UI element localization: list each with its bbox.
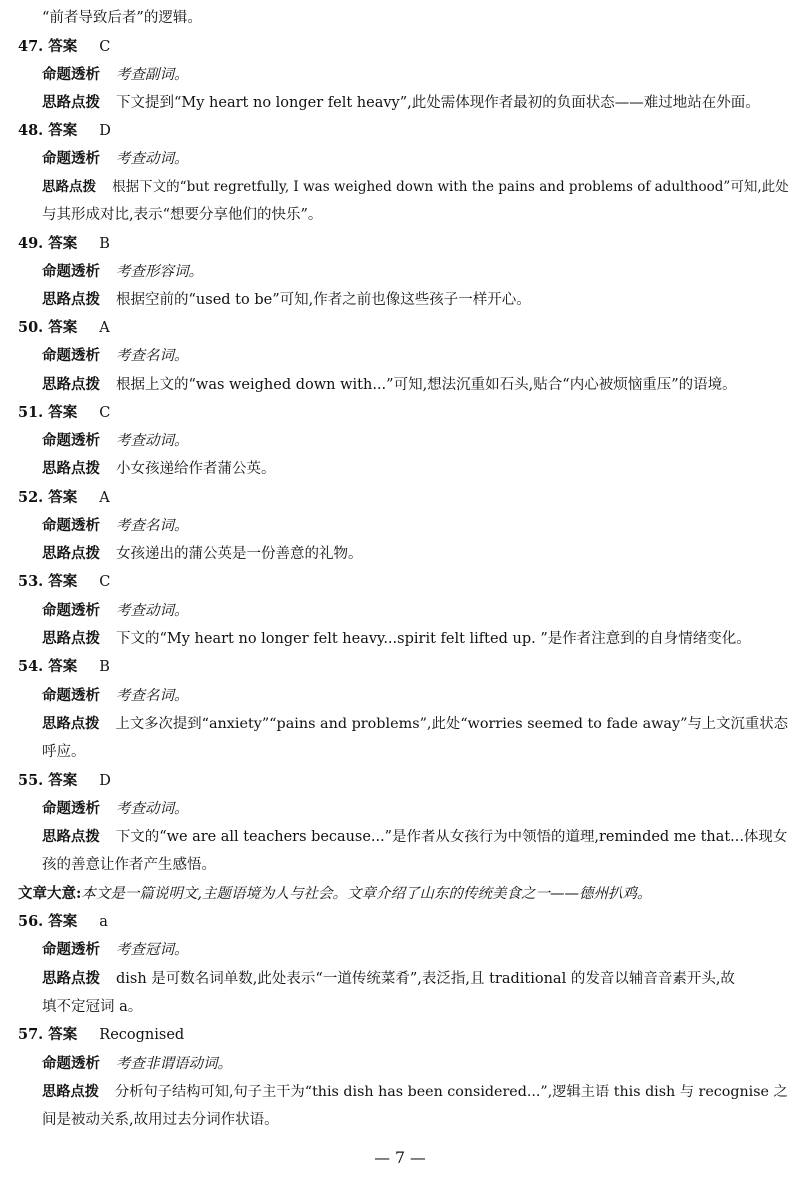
q53-answer xyxy=(18,572,110,592)
q48-hint xyxy=(42,177,789,197)
q53-choice: C xyxy=(99,574,111,590)
q57-hint-cont: 间是被动关系,故用过去分词作状语。 xyxy=(42,1112,279,1128)
q48-hint-cont: 与其形成对比,表示“想要分享他们的快乐”。 xyxy=(42,207,323,223)
q56-hint-label: 思路点拨 xyxy=(42,970,100,987)
q55-number: 55. 答案 xyxy=(18,772,78,789)
q51-hint xyxy=(42,459,276,479)
q56-analysis-text: 考查冠词。 xyxy=(116,942,189,958)
q53-hint-text: 下文的“My heart no longer felt heavy...spirit felt lifted up. ”是作者注意到的自身情绪变化。 xyxy=(116,631,751,647)
q53-analysis-label: 命题透析 xyxy=(42,602,100,619)
summary-text: 本文是一篇说明文,主题语境为人与社会。文章介绍了山东的传统美食之一——德州扒鸡。 xyxy=(81,886,652,902)
q55-hint xyxy=(42,827,787,847)
q49-analysis xyxy=(42,262,203,282)
q57-number: 57. 答案 xyxy=(18,1026,78,1043)
q51-analysis-label: 命题透析 xyxy=(42,432,100,449)
q55-answer xyxy=(18,771,111,791)
q51-number: 51. 答案 xyxy=(18,404,78,421)
q55-analysis xyxy=(42,799,189,819)
q57-analysis-text: 考查非谓语动词。 xyxy=(116,1056,232,1072)
q49-hint-label: 思路点拨 xyxy=(42,291,100,308)
q56-hint xyxy=(42,969,735,989)
q56-answer xyxy=(18,912,108,932)
q57-answer xyxy=(18,1025,184,1045)
q56-choice: a xyxy=(99,914,108,930)
q47-analysis-text: 考查副词。 xyxy=(116,67,189,83)
q50-analysis xyxy=(42,346,189,366)
q54-hint xyxy=(42,714,788,734)
q54-analysis-label: 命题透析 xyxy=(42,687,100,704)
q48-answer xyxy=(18,121,111,141)
q57-analysis xyxy=(42,1054,232,1074)
q53-hint xyxy=(42,629,751,649)
q54-answer xyxy=(18,657,110,677)
q56-number: 56. 答案 xyxy=(18,913,78,930)
q52-hint xyxy=(42,544,363,564)
q50-hint xyxy=(42,375,737,395)
q52-analysis-text: 考查名词。 xyxy=(116,518,189,534)
q55-hint-label: 思路点拨 xyxy=(42,828,100,845)
q48-choice: D xyxy=(99,123,111,139)
intro-line: “前者导致后者”的逻辑。 xyxy=(42,10,202,26)
q50-choice: A xyxy=(99,320,110,336)
q57-hint-label: 思路点拨 xyxy=(42,1084,100,1100)
q53-analysis xyxy=(42,601,189,621)
q56-analysis xyxy=(42,940,189,960)
q48-hint-label: 思路点拨 xyxy=(42,179,97,195)
q48-analysis-text: 考查动词。 xyxy=(116,151,189,167)
q54-analysis-text: 考查名词。 xyxy=(116,688,189,704)
q51-hint-text: 小女孩递给作者蒲公英。 xyxy=(116,461,276,477)
q50-analysis-label: 命题透析 xyxy=(42,347,100,364)
q47-number: 47. 答案 xyxy=(18,38,78,55)
q54-hint-text: 上文多次提到“anxiety”“pains and problems”,此处“worries seemed to fade away”与上文沉重状态 xyxy=(115,716,788,732)
q50-analysis-text: 考查名词。 xyxy=(116,348,189,364)
q50-number: 50. 答案 xyxy=(18,319,78,336)
q50-answer xyxy=(18,318,110,338)
q52-hint-text: 女孩递出的蒲公英是一份善意的礼物。 xyxy=(116,546,363,562)
q51-analysis xyxy=(42,431,189,451)
q52-hint-label: 思路点拨 xyxy=(42,545,100,562)
q47-hint-label: 思路点拨 xyxy=(42,94,100,111)
q47-hint xyxy=(42,93,760,113)
q52-answer xyxy=(18,488,110,508)
q48-analysis xyxy=(42,149,189,169)
q54-analysis xyxy=(42,686,189,706)
q53-number: 53. 答案 xyxy=(18,573,78,590)
q48-number: 48. 答案 xyxy=(18,122,78,139)
q55-hint-cont: 孩的善意让作者产生感悟。 xyxy=(42,857,216,873)
q57-hint-text: 分析句子结构可知,句子主干为“this dish has been considered...”,逻辑主语 this dish 与 recognise 之 xyxy=(115,1084,788,1100)
q55-choice: D xyxy=(99,773,111,789)
q57-choice: Recognised xyxy=(99,1027,185,1043)
q51-answer xyxy=(18,403,110,423)
q57-hint xyxy=(42,1082,788,1102)
q51-choice: C xyxy=(99,405,111,421)
q54-hint-cont: 呼应。 xyxy=(42,744,86,760)
q55-analysis-label: 命题透析 xyxy=(42,800,100,817)
q54-number: 54. 答案 xyxy=(18,658,78,675)
q49-number: 49. 答案 xyxy=(18,235,78,252)
q55-hint-text: 下文的“we are all teachers because...”是作者从女孩行为中领悟的道理,reminded me that...体现女 xyxy=(115,829,788,845)
q50-hint-label: 思路点拨 xyxy=(42,376,100,393)
q52-number: 52. 答案 xyxy=(18,489,78,506)
q52-choice: A xyxy=(99,490,110,506)
q49-hint xyxy=(42,290,531,310)
summary-label: 文章大意: xyxy=(18,885,82,902)
article-summary xyxy=(18,884,651,904)
q54-choice: B xyxy=(99,659,110,675)
q52-analysis-label: 命题透析 xyxy=(42,517,100,534)
q56-analysis-label: 命题透析 xyxy=(42,941,100,958)
q52-analysis xyxy=(42,516,189,536)
q48-analysis-label: 命题透析 xyxy=(42,150,100,167)
q47-analysis-label: 命题透析 xyxy=(42,66,100,83)
q57-analysis-label: 命题透析 xyxy=(42,1055,100,1072)
q51-hint-label: 思路点拨 xyxy=(42,460,100,477)
q48-hint-text: 根据下文的“but regretfully, I was weighed down with the pains and problems of adulthood”可知,此处 xyxy=(112,179,789,195)
q47-analysis xyxy=(42,65,189,85)
q54-hint-label: 思路点拨 xyxy=(42,716,100,732)
q50-hint-text: 根据上文的“was weighed down with...”可知,想法沉重如石头,贴合“内心被烦恼重压”的语境。 xyxy=(116,377,737,393)
q47-choice: C xyxy=(99,39,111,55)
q56-hint-cont: 填不定冠词 a。 xyxy=(42,999,143,1015)
q56-hint-text: dish 是可数名词单数,此处表示“一道传统菜肴”,表泛指,且 traditional 的发音以辅音音素开头,故 xyxy=(116,971,735,987)
page-number: — 7 — xyxy=(374,1148,426,1167)
q49-choice: B xyxy=(99,236,110,252)
q51-analysis-text: 考查动词。 xyxy=(116,433,189,449)
q47-answer xyxy=(18,37,110,57)
q55-analysis-text: 考查动词。 xyxy=(116,801,189,817)
q49-analysis-text: 考查形容词。 xyxy=(116,264,203,280)
q47-hint-text: 下文提到“My heart no longer felt heavy”,此处需体现作者最初的负面状态——难过地站在外面。 xyxy=(116,95,760,111)
q53-hint-label: 思路点拨 xyxy=(42,630,100,647)
q49-analysis-label: 命题透析 xyxy=(42,263,100,280)
q49-answer xyxy=(18,234,110,254)
q53-analysis-text: 考查动词。 xyxy=(116,603,189,619)
q49-hint-text: 根据空前的“used to be”可知,作者之前也像这些孩子一样开心。 xyxy=(116,292,531,308)
